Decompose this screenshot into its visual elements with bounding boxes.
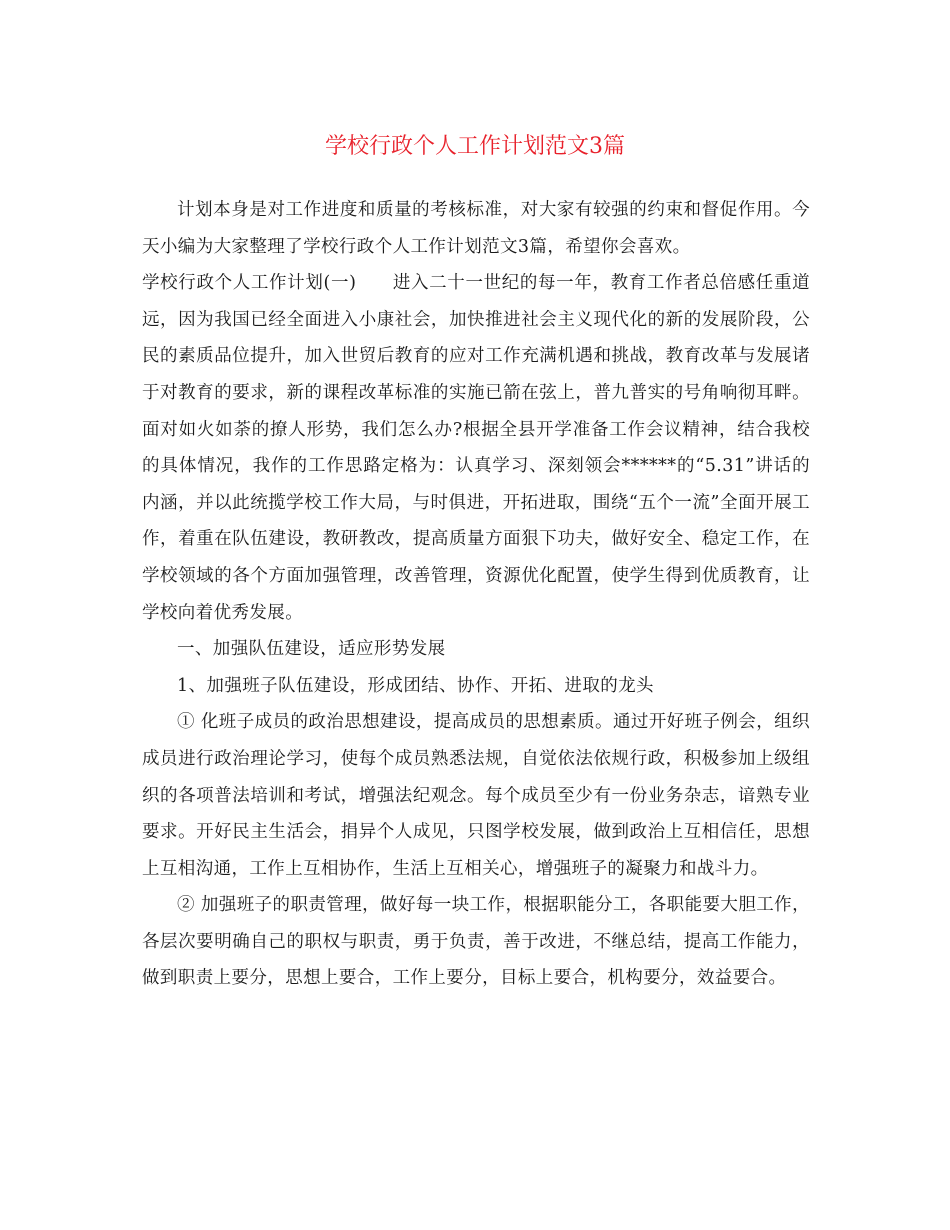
document-body <box>142 192 810 997</box>
section-heading-1: 一、加强队伍建设，适应形势发展 <box>177 639 446 660</box>
numbered-item-2: ② 加强班子的职责管理，做好每一块工作，根据职能分工，各职能要大胆工作，各层次要明确自己的职权与职责，勇于负责，善于改进，不继总结，提高工作能力，做到职责上要分，思想上要合，工作上要分，目标上要合，机构要分，效益要合。 <box>142 895 810 989</box>
numbered-item-1: ① 化班子成员的政治思想建设，提高成员的思想素质。通过开好班子例会，组织成员进行政治理论学习，使每个成员熟悉法规，自觉依法依规行政，积极参加上级组织的各项普法培训和考试，增强法纪观念。每个成员至少有一份业务杂志，谙熟专业要求。开好民主生活会，捐异个人成见，只图学校发展，做到政治上互相信任，思想上互相沟通，工作上互相协作，生活上互相关心，增强班子的凝聚力和战斗力。 <box>142 712 810 879</box>
plan-one-paragraph: 学校行政个人工作计划(一) 进入二十一世纪的每一年，教育工作者总倍感任重道远，因为我国已经全面进入小康社会，加快推进社会主义现代化的新的发展阶段，公民的素质品位提升，加入世贸后教育的应对工作充满机遇和挑战，教育改革与发展诸于对教育的要求，新的课程改革标准的实施已箭在弦上，普九普实的号角响彻耳畔。面对如火如荼的撩人形势，我们怎么办?根据全县开学准备工作会议精神，结合我校的具体情况，我作的工作思路定格为：认真学习、深刻领会******的“5.31”讲话的内涵，并以此统揽学校工作大局，与时俱进，开拓进取，围绕“五个一流”全面开展工作，着重在队伍建设，教研教改，提高质量方面狠下功夫，做好安全、稳定工作，在学校领域的各个方面加强管理，改善管理，资源优化配置，使学生得到优质教育，让学校向着优秀发展。 <box>142 273 810 623</box>
document-title: 学校行政个人工作计划范文3篇 <box>325 134 625 159</box>
intro-paragraph: 计划本身是对工作进度和质量的考核标准，对大家有较强的约束和督促作用。今天小编为大家整理了学校行政个人工作计划范文3篇，希望你会喜欢。 <box>142 200 810 257</box>
subsection-heading-1-1: 1、加强班子队伍建设，形成团结、协作、开拓、进取的龙头 <box>177 675 654 696</box>
